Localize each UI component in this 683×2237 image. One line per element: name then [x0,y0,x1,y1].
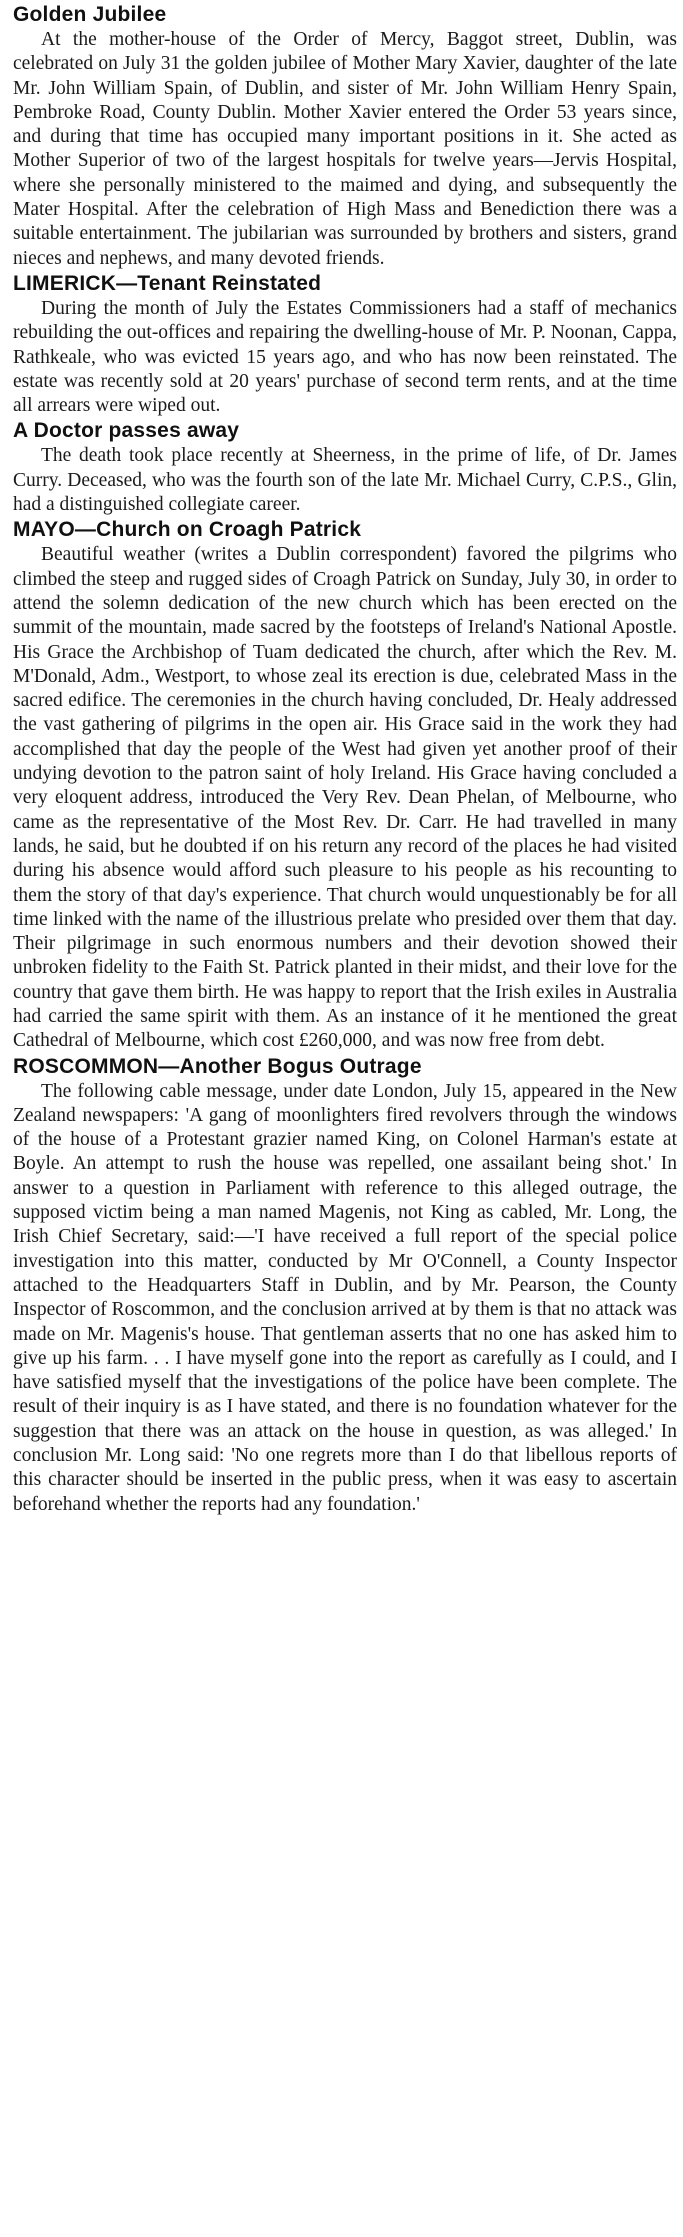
article-paragraph: At the mother-house of the Order of Mercy, Baggot street, Dublin, was celebrated on July 31 the golden jubilee of Mother Mary Xavier, daughter of the late Mr. John William Spain, of Dublin, and sister of Mr. John William Henry Spain, Pembroke Road, County Dublin. Mother Xavier entered the Order 53 years since, and during that time has occupied many important positions in it. She acted as Mother Superior of two of the largest hospitals for twelve years—Jervis Hospital, where she personally ministered to the maimed and dying, and subsequently the Mater Hospital. After the celebration of High Mass and Benediction there was a suitable entertainment. The jubilarian was surrounded by brothers and sisters, grand nieces and nephews, and many devoted friends. [13,29,677,269]
article-heading: ROSCOMMON—Another Bogus Outrage [13,1054,422,1078]
article-golden-jubilee [13,2,677,271]
article-body [13,444,677,517]
article-paragraph: The following cable message, under date London, July 15, appeared in the New Zealand newspapers: 'A gang of moonlighters fired revolvers through the windows of the house of a Protestant grazier named King, on Colonel Harman's estate at Boyle. An attempt to rush the house was repelled, one assailant being shot.' In answer to a question in Parliament with reference to this alleged outrage, the supposed victim being a man named Magenis, not King as cabled, Mr. Long, the Irish Chief Secretary, said:—'I have received a full report of the special police investigation into this matter, conducted by Mr O'Connell, a County Inspector attached to the Headquarters Staff in Dublin, and by Mr. Pearson, the County Inspector of Roscommon, and the conclusion arrived at by them is that no attack was made on Mr. Magenis's house. That gentleman asserts that no one has asked him to give up his farm. . . I have myself gone into the report as carefully as I could, and I have satisfied myself that the investigations of the police have been complete. The result of their inquiry is as I have stated, and there is no foundation whatever for the suggestion that there was an attack on the house in question, as was alleged.' In conclusion Mr. Long said: 'No one regrets more than I do that libellous reports of this character should be inserted in the public press, when it was easy to ascertain beforehand whether the reports had any foundation.' [13,1080,677,1515]
article-roscommon-bogus-outrage [13,1054,677,1517]
article-heading: MAYO—Church on Croagh Patrick [13,518,362,542]
article-heading: Golden Jubilee [13,3,167,26]
article-doctor-passes-away [13,418,677,517]
article-paragraph: During the month of July the Estates Commissioners had a staff of mechanics rebuilding the out-offices and repairing the dwelling-house of Mr. P. Noonan, Cappa, Rathkeale, who was evicted 15 years ago, and who has now been reinstated. The estate was recently sold at 20 years' purchase of second term rents, and at the time all arrears were wiped out. [13,297,677,417]
article-body [13,1080,677,1517]
article-body [13,297,677,418]
article-mayo-croagh-patrick [13,517,677,1053]
article-body [13,28,677,271]
article-paragraph: Beautiful weather (writes a Dublin correspondent) favored the pilgrims who climbed the steep and rugged sides of Croagh Patrick on Sunday, July 30, in order to attend the solemn dedication of the new church which has been erected on the summit of the mountain, made sacred by the footsteps of Ireland's National Apostle. His Grace the Archbishop of Tuam dedicated the church, after which the Rev. M. M'Donald, Adm., Westport, to whose zeal its erection is due, celebrated Mass in the sacred edifice. The ceremonies in the church having concluded, Dr. Healy addressed the vast gathering of pilgrims in the open air. His Grace said in the work they had accomplished that day the people of the West had given yet another proof of their undying devotion to the patron saint of holy Ireland. His Grace having concluded a very eloquent address, introduced the Very Rev. Dean Phelan, of Melbourne, who came as the representative of the Most Rev. Dr. Carr. He had travelled in many lands, he said, but he doubted if on his return any record of the places he had visited during his absence would afford such pleasure to his people as his recounting to them the story of that day's experience. That church would unquestionably be for all time linked with the name of the illustrious prelate who presided over them that day. Their pilgrimage in such enormous numbers and their devotion showed their unbroken fidelity to the Faith St. Patrick planted in their midst, and their love for the country that gave them birth. He was happy to report that the Irish exiles in Australia had carried the same spirit with them. As an instance of it he mentioned the great Cathedral of Melbourne, which cost £260,000, and was now free from debt. [13,544,677,1052]
article-limerick [13,271,677,418]
article-heading: LIMERICK—Tenant Reinstated [13,271,322,295]
article-heading: A Doctor passes away [13,419,240,443]
article-paragraph: The death took place recently at Sheerness, in the prime of life, of Dr. James Curry. Deceased, who was the fourth son of the late Mr. Michael Curry, C.P.S., Glin, had a distinguished collegiate career. [13,445,677,516]
article-body [13,543,677,1053]
